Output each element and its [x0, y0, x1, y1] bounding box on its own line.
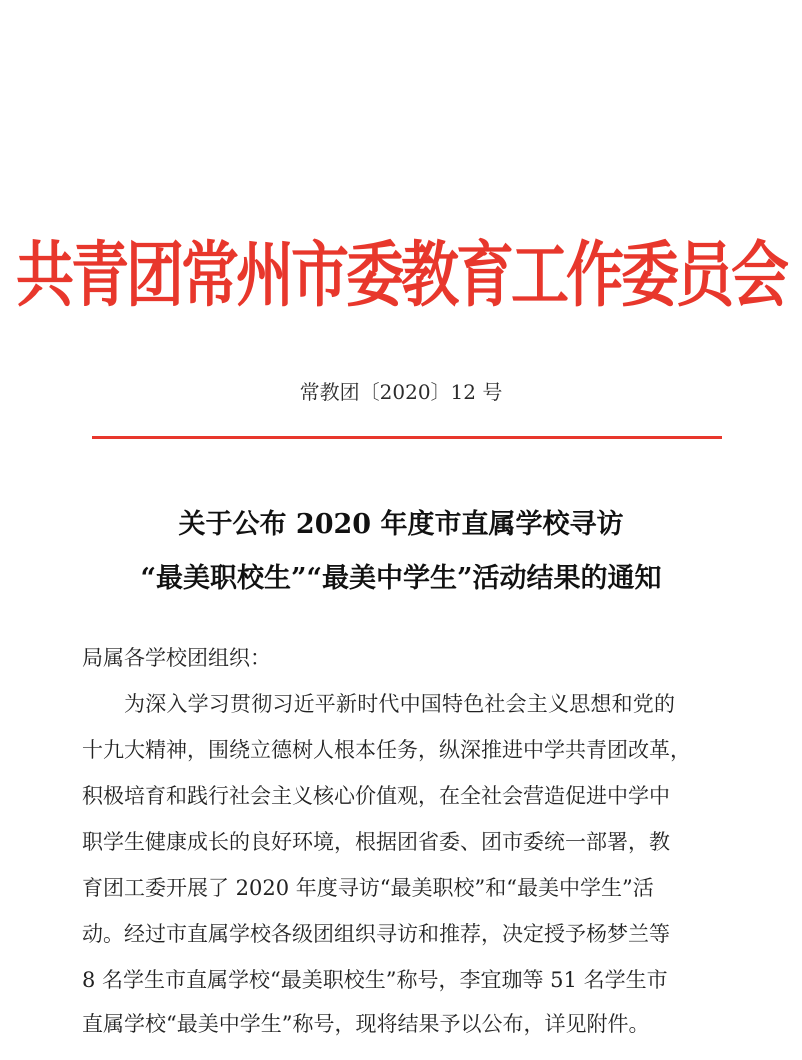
notice-title-line-2: “最美职校生”“最美中学生”活动结果的通知	[140, 563, 662, 594]
body-paragraph-line: 育团工委开展了 2020 年度寻访“最美职校”和“最美中学生”活	[82, 876, 654, 900]
body-paragraph-line: 直属学校“最美中学生”称号，现将结果予以公布，详见附件。	[82, 1012, 650, 1036]
body-paragraph-line: 职学生健康成长的良好环境，根据团省委、团市委统一部署，教	[82, 830, 670, 854]
document-number: 常教团〔2020〕12 号	[299, 380, 503, 404]
body-paragraph-line: 8 名学生市直属学校“最美职校生”称号，李宜珈等 51 名学生市	[82, 968, 668, 992]
issuing-organization-header: 共青团常州市委教育工作委员会	[15, 233, 786, 317]
body-paragraph-line: 十九大精神，围绕立德树人根本任务，纵深推进中学共青团改革，	[82, 738, 691, 762]
body-paragraph-line: 动。经过市直属学校各级团组织寻访和推荐，决定授予杨梦兰等	[82, 922, 670, 946]
body-paragraph-line: 积极培育和践行社会主义核心价值观，在全社会营造促进中学中	[82, 784, 670, 808]
salutation: 局属各学校团组织：	[82, 646, 271, 670]
notice-title-line-1: 关于公布 2020 年度市直属学校寻访	[178, 509, 624, 540]
body-paragraph-line: 为深入学习贯彻习近平新时代中国特色社会主义思想和党的	[124, 692, 676, 716]
red-divider-line	[92, 436, 722, 439]
